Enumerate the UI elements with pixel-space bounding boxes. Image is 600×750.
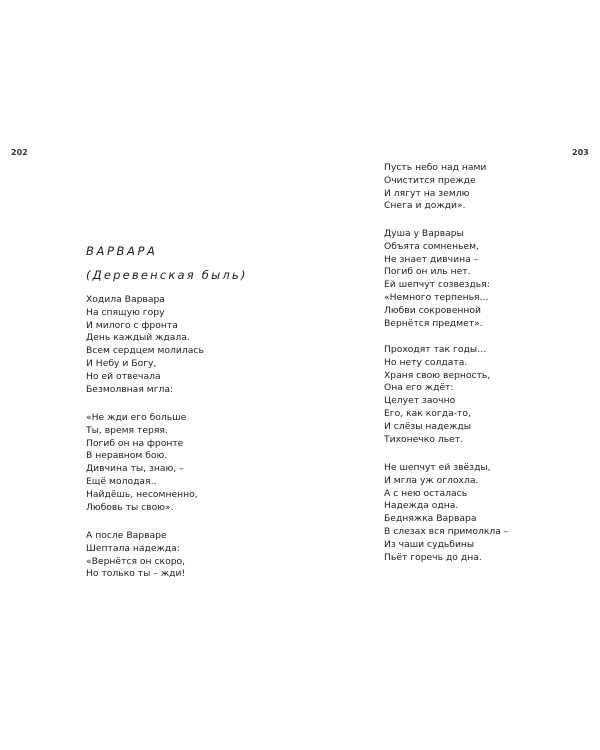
poem-line: Дивчина ты, знаю, – [86, 463, 184, 475]
poem-line: Любовь ты свою». [86, 501, 174, 513]
poem-line: И лягут на землю [384, 187, 470, 199]
poem-line: Бедняжка Варвара [384, 513, 477, 525]
right-stanza-2 [384, 228, 490, 330]
poem-line: Душа у Варвары [384, 228, 464, 239]
poem-line: Но ей отвечала [86, 370, 161, 382]
poem-line: Храня свою верность, [384, 369, 491, 381]
poem-line: На спящую гору [86, 306, 165, 318]
left-stanza-1 [86, 294, 204, 396]
poem-line: Безмолвная мгла: [86, 383, 174, 395]
right-stanza-1 [384, 162, 486, 213]
poem-line: Пьёт горечь до дна. [384, 551, 482, 563]
poem-line: «Вернётся он скоро, [86, 555, 186, 567]
page-number-right: 203 [572, 148, 589, 157]
poem-line: А после Варваре [86, 530, 167, 541]
poem-line: Объята сомненьем, [384, 240, 480, 252]
poem-line: И мгла уж оглохла. [384, 474, 479, 486]
poem-line: Тихонечко льет. [384, 433, 464, 445]
poem-title: ВАРВАРА [86, 244, 158, 258]
poem-line: Погиб он иль нет. [384, 266, 471, 278]
poem-line: В неравном бою. [86, 450, 168, 462]
poem-line: Любви сокровенной [384, 304, 481, 316]
poem-line: Погиб он на фронте [86, 437, 184, 449]
poem-line: Снега и дожди». [384, 200, 466, 212]
poem-line: Всем сердцем молилась [86, 345, 204, 357]
poem-line: Она его ждёт: [384, 382, 454, 394]
poem-subtitle: (Деревенская быль) [86, 268, 248, 282]
poem-line: Найдёшь, несомненно, [86, 488, 198, 500]
right-stanza-3 [384, 344, 490, 446]
poem-line: В слезах вся примолкла – [384, 525, 509, 537]
left-stanza-3 [86, 530, 185, 581]
poem-line: Очистится прежде [384, 174, 476, 186]
page-number-left: 202 [11, 148, 28, 157]
poem-line: Ходила Варвара [86, 294, 165, 305]
poem-line: Вернётся предмет». [384, 317, 483, 329]
poem-line: Ты, время теряя. [86, 424, 168, 436]
poem-line: Но нету солдата. [384, 356, 468, 368]
poem-line: И милого с фронта [86, 319, 178, 331]
poem-line: Шептала надежда: [86, 542, 180, 554]
poem-line: Не шепчут ей звёзды, [384, 462, 491, 473]
right-stanza-4 [384, 462, 508, 564]
poem-line: Пусть небо над нами [384, 162, 487, 173]
poem-line: Но только ты – жди! [86, 568, 186, 580]
poem-line: Проходят так годы… [384, 344, 487, 355]
poem-line: И Небу и Богу, [86, 357, 157, 369]
left-stanza-2 [86, 412, 198, 514]
poem-line: Целует заочно [384, 395, 456, 407]
poem-line: Не знает дивчина – [384, 253, 479, 265]
poem-line: Ей шепчут созвездья: [384, 279, 490, 291]
poem-line: А с нею осталась [384, 487, 468, 499]
poem-line: Из чаши судьбины [384, 538, 475, 550]
poem-line: «Немного терпенья… [384, 291, 489, 303]
poem-line: «Не жди его больше [86, 412, 187, 423]
poem-line: Надежда одна. [384, 500, 459, 512]
poem-line: День каждый ждала. [86, 332, 190, 344]
poem-line: Ещё молодая.. [86, 475, 157, 487]
poem-line: И слёзы надежды [384, 420, 471, 432]
poem-line: Его, как когда-то, [384, 407, 471, 419]
